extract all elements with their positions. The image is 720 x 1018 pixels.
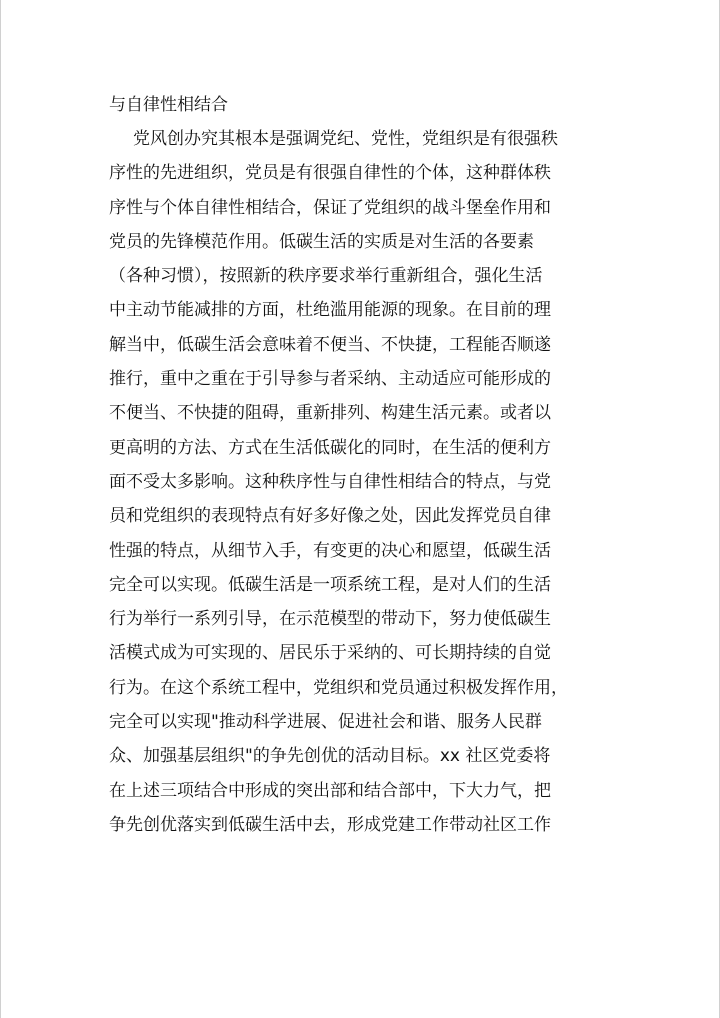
paragraph-line: 序性与个体自律性相结合，保证了党组织的战斗堡垒作用和 [109, 197, 551, 218]
paragraph-line: 面不受太多影响。这种秩序性与自律性相结合的特点，与党 [109, 471, 551, 492]
paragraph-line: 众、加强基层组织"的争先创优的活动目标。xx 社区党委将 [109, 746, 551, 767]
section-heading: 与自律性相结合 [109, 95, 228, 115]
paragraph-line: 活模式成为可实现的、居民乐于采纳的、可长期持续的自觉 [109, 643, 551, 664]
paragraph-line: 性强的特点，从细节入手，有变更的决心和愿望，低碳生活 [109, 540, 551, 561]
paragraph-line: 完全可以实现。低碳生活是一项系统工程，是对人们的生活 [109, 574, 551, 595]
paragraph-line: （各种习惯），按照新的秩序要求举行重新组合，强化生活 [109, 266, 543, 287]
paragraph-line: 序性的先进组织，党员是有很强自律性的个体，这种群体秩 [109, 163, 551, 184]
paragraph-line: 完全可以实现"推动科学进展、促进社会和谐、服务人民群 [109, 712, 542, 733]
paragraph-line: 争先创优落实到低碳生活中去，形成党建工作带动社区工作 [109, 814, 551, 835]
paragraph-line: 推行，重中之重在于引导参与者采纳、主动适应可能形成的 [109, 369, 551, 390]
paragraph-line: 党员的先锋模范作用。低碳生活的实质是对生活的各要素 [109, 231, 534, 252]
paragraph-line: 不便当、不快捷的阻碍，重新排列、构建生活元素。或者以 [109, 403, 551, 424]
paragraph-line: 行为。在这个系统工程中，党组织和党员通过积极发挥作用， [109, 677, 568, 698]
paragraph-line: 解当中，低碳生活会意味着不便当、不快捷，工程能否顺遂 [109, 334, 551, 355]
paragraph-line: 更高明的方法、方式在生活低碳化的同时，在生活的便利方 [109, 437, 551, 458]
document-body [109, 88, 629, 842]
paragraph-line: 中主动节能减排的方面，杜绝滥用能源的现象。在目前的理 [109, 300, 551, 321]
paragraph-line: 员和党组织的表现特点有好多好像之处，因此发挥党员自律 [109, 506, 551, 527]
paragraph-line: 党风创办究其根本是强调党纪、党性，党组织是有很强秩 [133, 129, 558, 149]
paragraph-line: 行为举行一系列引导，在示范模型的带动下，努力使低碳生 [109, 609, 551, 630]
paragraph-line: 在上述三项结合中形成的突出部和结合部中，下大力气，把 [109, 780, 551, 801]
